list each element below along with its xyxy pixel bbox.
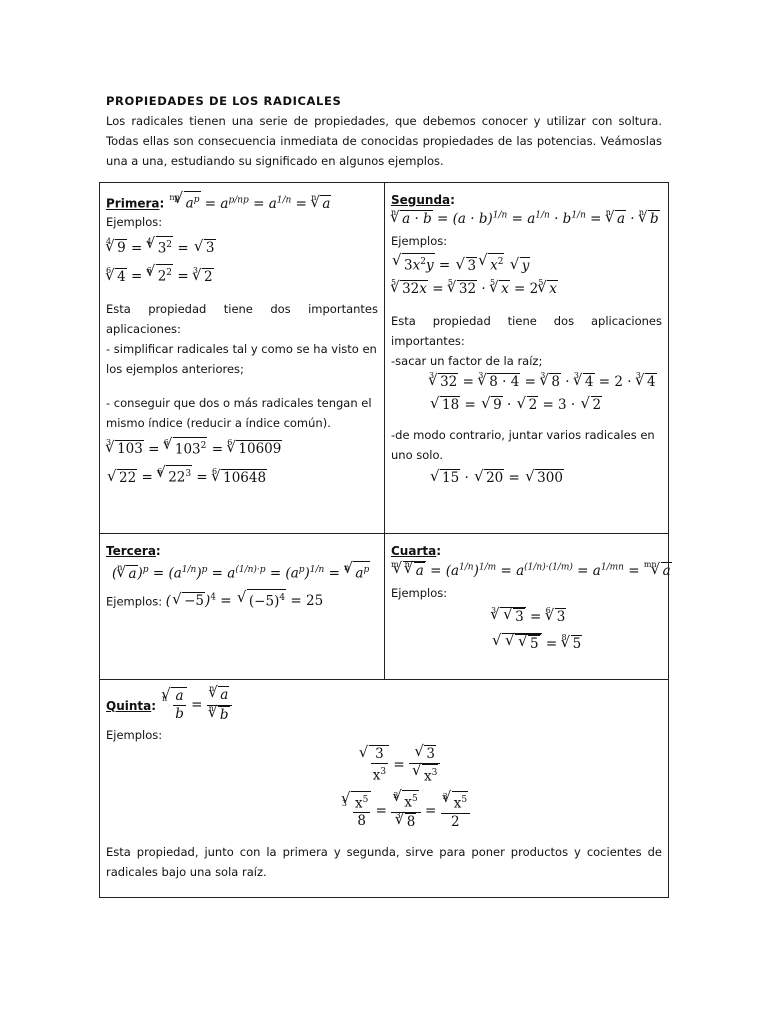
- quinta-example-2: $^3$ √ $\frac{x^5}{8}$ = $\frac{^3√ x^5}{^3√ 8}$ = $\frac{^3√ x^5}{2}$: [150, 790, 662, 833]
- cuarta-cell: Cuarta: $^m$√ $^n$√ $a = (a^{1/n})^{1/m} = a^{(1/n)\cdot(1/m)} = a^{1/mn} = ^{mn}√$ a Ejemplos: $^3$√ √ 3 = $^6$√ 3 √ √ √ 5 = $^8$√ 5: [384, 533, 669, 680]
- primera-text-1: Esta propiedad tiene dos importantes aplicaciones:: [106, 301, 378, 336]
- segunda-title: Segunda: [391, 193, 451, 207]
- quinta-examples-label: Ejemplos:: [106, 728, 163, 742]
- tercera-examples-label: Ejemplos:: [106, 594, 163, 608]
- tercera-example-row: [106, 588, 378, 612]
- primera-title: Primera: [106, 196, 160, 211]
- quinta-cell: Quinta : $^n$ √ $\frac{a}{b}$ = $\frac{^n√ a}{^n√ b}$ Ejemplos: √ $\frac{3}{x^3}$ = √ 3 √ $x^3$ $^3$ √ $\frac{x^5}{8}$ = $\frac{^3√ x^5}{^3√ 8}$ = $\frac{^3√ x^5}{2}$ Esta propiedad, junto con la primera y segunda, sirve para poner productos y cocientes de radicales bajo una sola raíz.: [99, 679, 669, 898]
- quinta-example-1: √ $\frac{3}{x^3}$ = √ 3 √ $x^3$: [136, 745, 662, 786]
- segunda-cell: Segunda: $^n$√ $a \cdot b = (a \cdot b)^{1/n} = a^{1/n} \cdot b^{1/n} = ^n√$ a · $^n$√ b Ejemplos: √ $3x^2y$ = √ 3√ $x^2$ √ y $^5$√ 32x = $^5$√ 32 · $^5$√ $x = 2^5√$ x Esta propiedad tiene dos aplicaciones importantes: -sacar un factor de la raíz; $^3$√ 32 = $^3$√ 8 · 4 = $^3$√ 8 · $^3$√ 4 = 2 · $^3$√ 4 √ 18 = √ 9 · √ 2 = 3 · √ 2 -de modo contrario, juntar varios radicales en uno solo. √ 15 · √ 20 = √ 300: [384, 182, 669, 534]
- primera-formula: $^{np}$√ $a^p = a^{p/np} = a^{1/n} = ^n√$ a: [169, 196, 331, 212]
- segunda-text-1: Esta propiedad tiene dos aplicaciones importantes:: [391, 313, 662, 348]
- cuarta-example-1: $^3$√ √ 3 = $^6$√ 3: [491, 607, 662, 625]
- primera-example-2: $^6$√ 4 = $^6$√ $2^2 = ^3√$ 2: [106, 264, 378, 285]
- cuarta-examples-label: Ejemplos:: [391, 586, 448, 600]
- primera-text-2: - simplificar radicales tal y como se ha visto en los ejemplos anteriores;: [106, 341, 377, 376]
- primera-examples-label: Ejemplos:: [106, 214, 163, 229]
- segunda-example-2: $^5$√ 32x = $^5$√ 32 · $^5$√ $x = 2^5√$ x: [391, 280, 662, 297]
- cuarta-title: Cuarta: [391, 544, 437, 558]
- segunda-examples-label: Ejemplos:: [391, 234, 448, 248]
- segunda-formula: $^n$√ $a \cdot b = (a \cdot b)^{1/n} = a^{1/n} \cdot b^{1/n} = ^n√$ a · $^n$√ b: [391, 210, 662, 227]
- segunda-example-1: √ $3x^2y$ = √ 3√ $x^2$ √ y: [391, 253, 662, 274]
- segunda-text-2: -sacar un factor de la raíz;: [391, 353, 543, 368]
- primera-text-3: - conseguir que dos o más radicales tengan el mismo índice (reducir a índice común).: [106, 395, 372, 430]
- primera-example-1: $^4$√ 9 = $^4$√ $3^2$ = √ 3: [106, 236, 378, 257]
- quinta-text-1: Esta propiedad, junto con la primera y segunda, sirve para poner productos y cocientes de radicales bajo una sola raíz.: [106, 845, 662, 879]
- page-title: PROPIEDADES DE LOS RADICALES: [106, 94, 342, 108]
- intro-paragraph: Los radicales tienen una serie de propiedades, que debemos conocer y utilizar con soltura. Todas ellas son consecuencia inmediata de conocidas propiedades de las potencias. Veámoslas una a una, estudiando su significado en algunos ejemplos.: [106, 114, 662, 168]
- segunda-text-3: -de modo contrario, juntar varios radicales en uno solo.: [391, 427, 655, 462]
- primera-example-4: √ 22 = $^6$√ $22^3 = ^6√$ 10648: [106, 465, 378, 486]
- quinta-formula: $^n$ √ $\frac{a}{b}$ = $\frac{^n√ a}{^n√ b}$: [162, 686, 232, 725]
- tercera-title: Tercera: [106, 544, 156, 558]
- primera-example-3: $^3$√ 103 = $^6$√ $103^2 = ^6√$ 10609: [106, 437, 378, 458]
- tercera-example-1: (√ −5)$^4$ = √ $(-5)^4 = 25$: [166, 593, 323, 609]
- cuarta-example-2: √ √ √ 5 = $^8$√ 5: [491, 633, 662, 652]
- tercera-formula: ($^n$√ $a)^p = (a^{1/n})^p = a^{(1/n)\cdot p} = (a^p)^{1/n} = ^n√$ $a^p$: [112, 561, 378, 582]
- primera-cell: Primera: $^{np}$√ $a^p = a^{p/np} = a^{1/n} = ^n√$ a Ejemplos: $^4$√ 9 = $^4$√ $3^2$ = √ 3 $^6$√ 4 = $^6$√ $2^2 = ^3√$ 2 Esta propiedad tiene dos importantes aplicaciones: - simplificar radicales tal y como se ha visto en los ejemplos anteriores; - conseguir que dos o más radicales tengan el mismo índice (reducir a índice común). $^3$√ 103 = $^6$√ $103^2 = ^6√$ 10609 √ 22 = $^6$√ $22^3 = ^6√$ 10648: [99, 182, 385, 534]
- segunda-example-5: √ 15 · √ 20 = √ 300: [429, 469, 662, 486]
- cuarta-formula: $^m$√ $^n$√ $a = (a^{1/n})^{1/m} = a^{(1/n)\cdot(1/m)} = a^{1/mn} = ^{mn}√$ a: [391, 561, 662, 581]
- segunda-example-4: √ 18 = √ 9 · √ 2 = 3 · √ 2: [429, 396, 662, 413]
- tercera-cell: Tercera: ($^n$√ $a)^p = (a^{1/n})^p = a^{(1/n)\cdot p} = (a^p)^{1/n} = ^n√$ $a^p$ Ejemplos: (√ −5)$^4$ = √ $(-5)^4 = 25$: [99, 533, 385, 680]
- quinta-title: Quinta: [106, 698, 152, 713]
- segunda-example-3: $^3$√ 32 = $^3$√ 8 · 4 = $^3$√ 8 · $^3$√ 4 = 2 · $^3$√ 4: [429, 373, 662, 390]
